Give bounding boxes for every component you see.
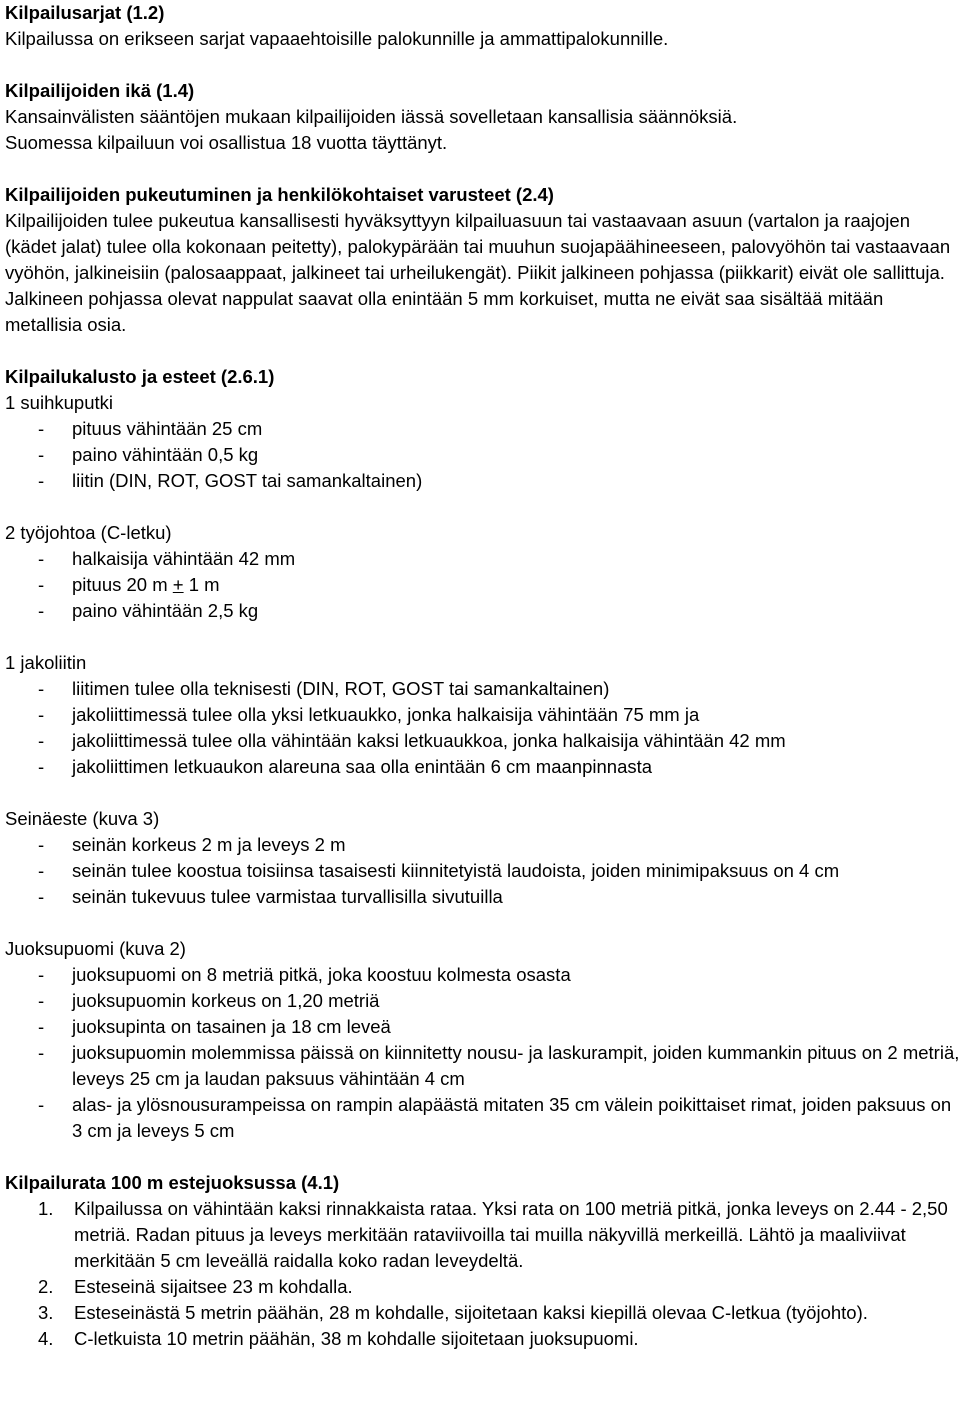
list-item: - juoksupinta on tasainen ja 18 cm leveä bbox=[38, 1016, 391, 1037]
paragraph-line: Kansainvälisten sääntöjen mukaan kilpailijoiden iässä sovelletaan kansallisia säännöksiä. bbox=[5, 106, 738, 127]
spacer bbox=[5, 156, 960, 182]
section-kilpailijoiden-ika bbox=[5, 78, 960, 156]
list-item: - juoksupuomi on 8 metriä pitkä, joka koostuu kolmesta osasta bbox=[38, 964, 571, 985]
paragraph: Kilpailijoiden tulee pukeutua kansallisesti hyväksyttyyn kilpailuasuun tai vastaavaan asuun (vartalon ja raajojen (kädet jalat) tulee olla kokonaan peitetty), palokypärään tai muuhun suojapäähineeseen, palovyöhön tai vastaavaan vyöhön, jalkineisiin (palosaappaat, jalkineet tai urheilukengät). Piikit jalkineen pohjassa (piikkarit) eivät ole sallittuja. Jalkineen pohjassa olevat nappulat saavat olla enintään 5 mm korkuiset, mutta ne eivät saa sisältää mitään metallisia osia. bbox=[5, 210, 951, 335]
numbered-item: 1. Kilpailussa on vähintään kaksi rinnakkaista rataa. Yksi rata on 100 metriä pitkä, jonka leveys on 2.44 - 2,50 metriä. Radan pituus ja leveys merkitään rataviivoilla tai muilla näkyvillä merkeillä. Lähtö ja maaliviivat merkitään 5 cm leveällä raidalla koko radan leveydeltä. bbox=[38, 1198, 948, 1271]
list-item: - halkaisija vähintään 42 mm bbox=[38, 548, 296, 569]
list-item: - paino vähintään 2,5 kg bbox=[38, 600, 259, 621]
section-heading: Kilpailusarjat (1.2) bbox=[5, 2, 165, 23]
length-post: 1 m bbox=[183, 574, 220, 595]
document-content bbox=[5, 0, 960, 1352]
section-pukeutuminen bbox=[5, 182, 960, 338]
subsection-title: Juoksupuomi (kuva 2) bbox=[5, 938, 186, 959]
spacer bbox=[5, 52, 960, 78]
list-item: - pituus 20 m + 1 m bbox=[38, 574, 220, 595]
list-item: - juoksupuomin molemmissa päissä on kiinnitetty nousu- ja laskurampit, joiden kummankin pituus on 2 metriä, leveys 25 cm ja laudan paksuus vähintään 4 cm bbox=[38, 1042, 960, 1089]
length-pre: pituus 20 m bbox=[72, 574, 173, 595]
plus-minus-sign: + bbox=[172, 574, 184, 595]
numbered-item: 2. Esteseinä sijaitsee 23 m kohdalla. bbox=[38, 1276, 353, 1297]
spacer bbox=[5, 910, 960, 936]
subsection-title: 1 suihkuputki bbox=[5, 392, 113, 413]
list-item: - jakoliittimessä tulee olla yksi letkuaukko, jonka halkaisija vähintään 75 mm ja bbox=[38, 704, 700, 725]
section-heading: Kilpailurata 100 m estejuoksussa (4.1) bbox=[5, 1172, 340, 1193]
list-item: - liitin (DIN, ROT, GOST tai samankaltainen) bbox=[38, 470, 423, 491]
list-item: - liitimen tulee olla teknisesti (DIN, ROT, GOST tai samankaltainen) bbox=[38, 678, 610, 699]
section-heading: Kilpailukalusto ja esteet (2.6.1) bbox=[5, 366, 275, 387]
subsection-title: Seinäeste (kuva 3) bbox=[5, 808, 160, 829]
list-item: - alas- ja ylösnousurampeissa on rampin alapäästä mitaten 35 cm välein poikittaiset rimat, joiden paksuus on 3 cm ja leveys 5 cm bbox=[38, 1094, 952, 1141]
list-item: - jakoliittimen letkuaukon alareuna saa olla enintään 6 cm maanpinnasta bbox=[38, 756, 653, 777]
numbered-item: 3. Esteseinästä 5 metrin päähän, 28 m kohdalle, sijoitetaan kaksi kiepillä olevaa C-letkua (työjohto). bbox=[38, 1302, 868, 1323]
section-heading: Kilpailijoiden ikä (1.4) bbox=[5, 80, 195, 101]
spacer bbox=[5, 494, 960, 520]
list-item: - seinän korkeus 2 m ja leveys 2 m bbox=[38, 834, 346, 855]
list-item: - jakoliittimessä tulee olla vähintään kaksi letkuaukkoa, jonka halkaisija vähintään 42 mm bbox=[38, 730, 786, 751]
spacer bbox=[5, 338, 960, 364]
list-item: - paino vähintään 0,5 kg bbox=[38, 444, 259, 465]
subsection-title: 2 työjohtoa (C-letku) bbox=[5, 522, 172, 543]
list-item: - juoksupuomin korkeus on 1,20 metriä bbox=[38, 990, 380, 1011]
section-kilpailurata bbox=[5, 1170, 960, 1352]
numbered-item: 4. C-letkuista 10 metrin päähän, 38 m kohdalle sijoitetaan juoksupuomi. bbox=[38, 1328, 639, 1349]
spacer bbox=[5, 1144, 960, 1170]
paragraph: Kilpailussa on erikseen sarjat vapaaehtoisille palokunnille ja ammattipalokunnille. bbox=[5, 28, 669, 49]
list-item: - seinän tukevuus tulee varmistaa turvallisilla sivutuilla bbox=[38, 886, 503, 907]
section-heading: Kilpailijoiden pukeutuminen ja henkilökohtaiset varusteet (2.4) bbox=[5, 184, 554, 205]
subsection-title: 1 jakoliitin bbox=[5, 652, 87, 673]
list-item: - pituus vähintään 25 cm bbox=[38, 418, 263, 439]
spacer bbox=[5, 780, 960, 806]
spacer bbox=[5, 624, 960, 650]
paragraph-line: Suomessa kilpailuun voi osallistua 18 vuotta täyttänyt. bbox=[5, 132, 448, 153]
list-item: - seinän tulee koostua toisiinsa tasaisesti kiinnitetyistä laudoista, joiden minimipaksuus on 4 cm bbox=[38, 860, 840, 881]
section-kilpailukalusto bbox=[5, 364, 960, 1144]
section-kilpailusarjat bbox=[5, 0, 960, 52]
